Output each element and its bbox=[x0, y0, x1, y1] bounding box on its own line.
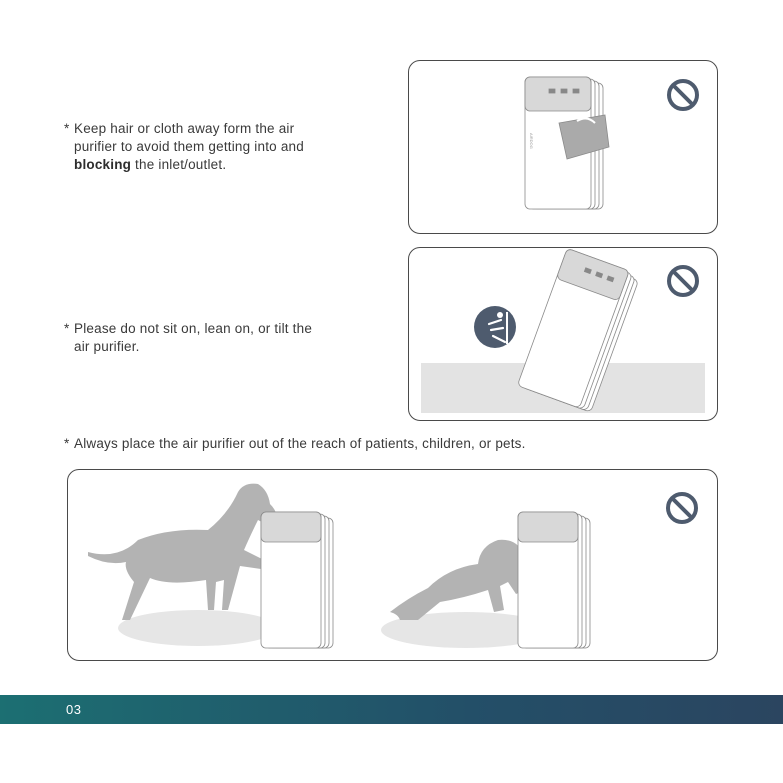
note-bullet: * bbox=[64, 321, 70, 336]
illustration-cloth-blocking bbox=[408, 60, 718, 234]
note-out-of-reach bbox=[64, 435, 526, 453]
dog-silhouette bbox=[88, 484, 276, 620]
note-do-not-sit bbox=[64, 320, 312, 356]
prohibited-icon bbox=[669, 81, 697, 109]
page-footer bbox=[0, 695, 783, 724]
note-line: the inlet/outlet. bbox=[131, 157, 227, 172]
prohibited-icon bbox=[669, 267, 697, 295]
prohibited-icon bbox=[668, 494, 696, 522]
page-number: 03 bbox=[66, 702, 82, 717]
air-purifier-illustration bbox=[261, 512, 333, 648]
air-purifier-illustration bbox=[518, 512, 590, 648]
note-bold-word: blocking bbox=[74, 157, 132, 172]
note-line: purifier to avoid them getting into and bbox=[74, 139, 304, 154]
note-line: Always place the air purifier out of the reach of patients, children, or pets. bbox=[74, 436, 526, 451]
baby-silhouette bbox=[390, 540, 526, 620]
note-line: air purifier. bbox=[74, 339, 140, 354]
note-bullet: * bbox=[64, 121, 70, 136]
device-brand-label: AIRDOG bbox=[529, 133, 534, 149]
note-bullet: * bbox=[64, 436, 70, 451]
note-line: Keep hair or cloth away form the air bbox=[74, 121, 295, 136]
note-hair-cloth bbox=[64, 120, 304, 174]
person-leaning-icon bbox=[474, 306, 516, 348]
illustration-pets-children bbox=[67, 469, 718, 661]
note-line: Please do not sit on, lean on, or tilt the bbox=[74, 321, 313, 336]
illustration-tilt bbox=[408, 247, 718, 421]
